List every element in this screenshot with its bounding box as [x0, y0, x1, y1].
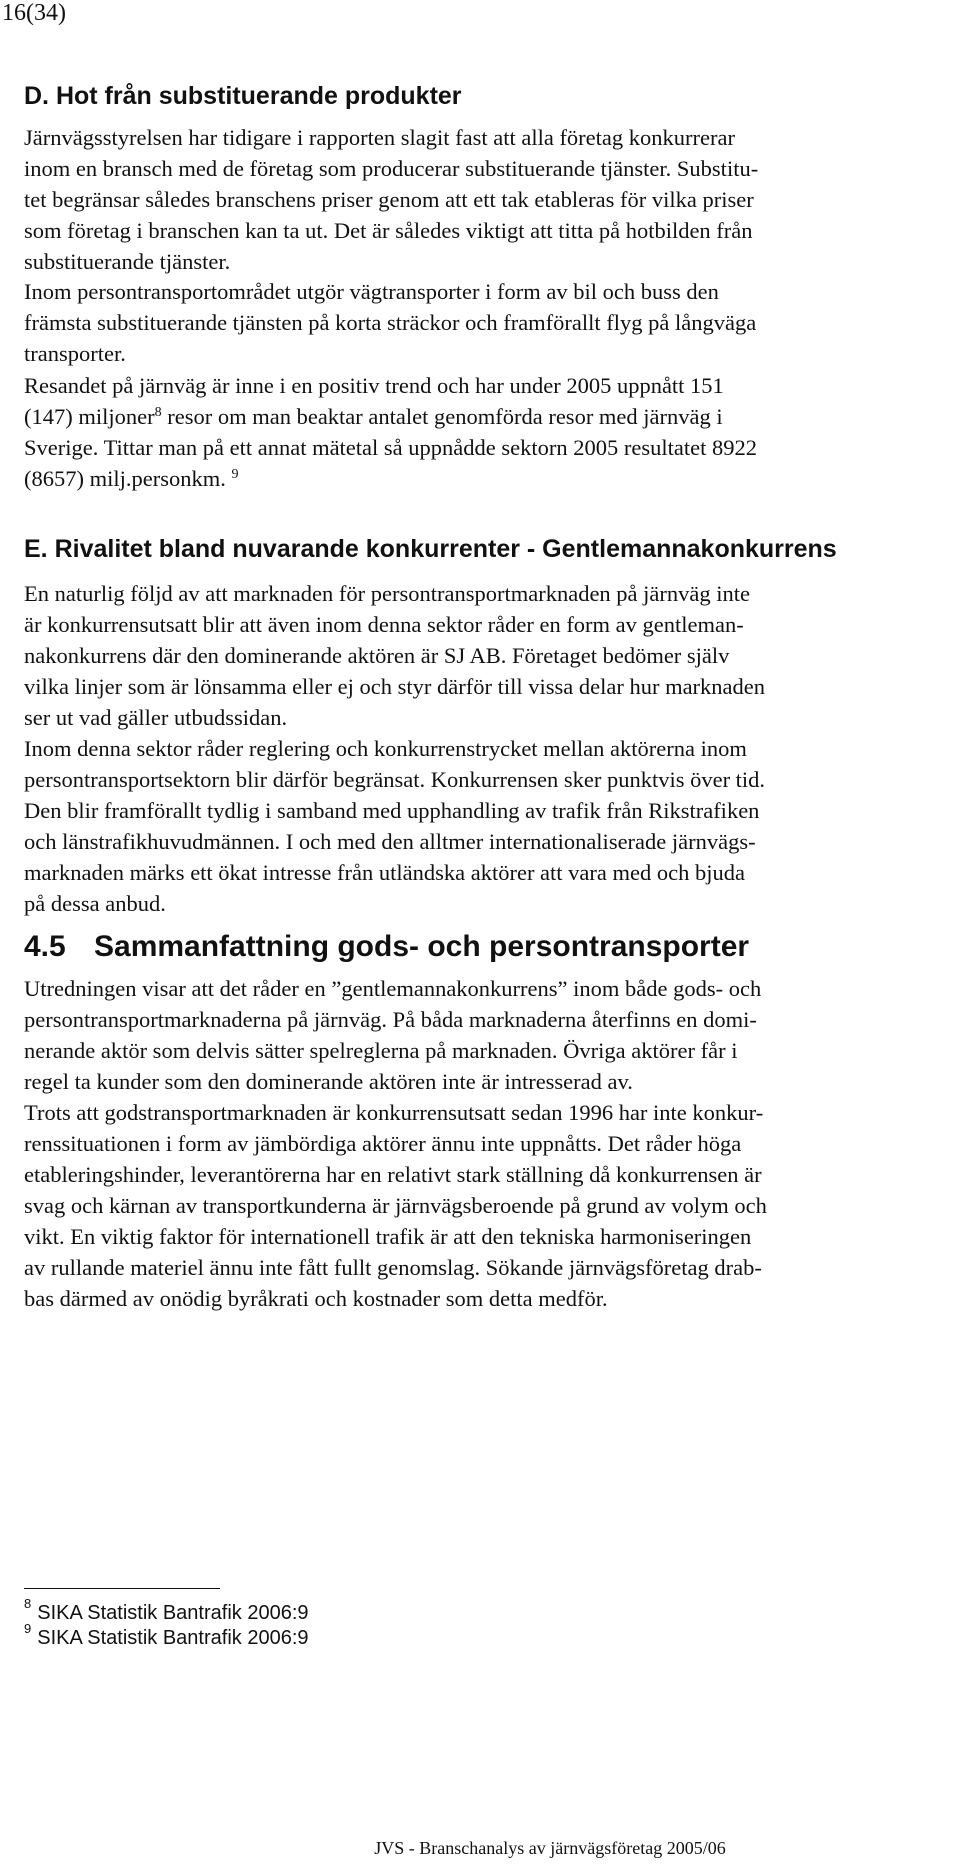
text-line: Trots att godstransportmarknaden är konkurrensutsatt sedan 1996 har inte konkur-	[24, 1100, 764, 1125]
section-4-5-paragraph-1	[24, 973, 954, 1097]
section-4-5-heading	[24, 930, 749, 964]
footnote-text: SIKA Statistik Bantrafik 2006:9	[37, 1602, 309, 1624]
text-line: är konkurrensutsatt blir att även inom denna sektor råder en form av gentleman-	[24, 612, 744, 637]
section-e-paragraph-2	[24, 733, 954, 919]
text-line: av rullande materiel ännu inte fått fullt genomslag. Sökande järnvägsföretag drab-	[24, 1255, 762, 1280]
text-line: Den blir framförallt tydlig i samband med upphandling av trafik från Rikstrafiken	[24, 798, 760, 823]
section-e-paragraph-1	[24, 578, 954, 733]
footnote-8	[24, 1596, 309, 1625]
section-d-heading: D. Hot från substituerande produkter	[24, 82, 462, 110]
footnote-mark: 8	[24, 1596, 32, 1611]
text-line: tet begränsar således branschens priser genom att ett tak etableras för vilka priser	[24, 187, 754, 212]
text-line: vikt. En viktig faktor för internationell trafik är att den tekniska harmoniseringen	[24, 1224, 752, 1249]
section-d-paragraph-1	[24, 122, 954, 277]
text-line: Resandet på järnväg är inne i en positiv trend och har under 2005 uppnått 151	[24, 373, 724, 398]
section-e-heading: E. Rivalitet bland nuvarande konkurrenter - Gentlemannakonkurrens	[24, 535, 837, 563]
footnote-ref-8[interactable]: 8	[154, 405, 162, 420]
text-line: Inom persontransportområdet utgör vägtransporter i form av bil och buss den	[24, 279, 719, 304]
text-line: transporter.	[24, 341, 126, 366]
text-line	[24, 463, 954, 494]
text-line: nerande aktör som delvis sätter spelreglerna på marknaden. Övriga aktörer får i	[24, 1038, 738, 1063]
text-line: och länstrafikhuvudmännen. I och med den alltmer internationaliserade järnvägs-	[24, 829, 756, 854]
text-line: Inom denna sektor råder reglering och konkurrenstrycket mellan aktörerna inom	[24, 736, 747, 761]
section-d-paragraph-3	[24, 370, 954, 494]
text-line: vilka linjer som är lönsamma eller ej och styr därför till vissa delar hur marknaden	[24, 674, 766, 699]
text-line	[24, 401, 954, 432]
text-line: persontransportmarknaderna på järnväg. På båda marknaderna återfinns en domi-	[24, 1007, 757, 1032]
text-line: marknaden märks ett ökat intresse från utländska aktörer att vara med och bjuda	[24, 860, 745, 885]
section-number: 4.5	[24, 930, 66, 963]
page-number: 16(34)	[2, 0, 66, 26]
footnote-separator	[24, 1588, 220, 1589]
text-run: (147) miljoner	[24, 404, 155, 429]
page-footer: JVS - Branschanalys av järnvägsföretag 2005/06	[374, 1838, 726, 1858]
text-line: regel ta kunder som den dominerande aktören inte är intresserad av.	[24, 1069, 633, 1094]
section-d-paragraph-2	[24, 276, 954, 369]
footnote-text: SIKA Statistik Bantrafik 2006:9	[37, 1627, 309, 1649]
text-run: resor om man beaktar antalet genomförda resor med järnväg i	[161, 404, 723, 429]
text-line: nakonkurrens där den dominerande aktören är SJ AB. Företaget bedömer själv	[24, 643, 730, 668]
text-line: inom en bransch med de företag som producerar substituerande tjänster. Substitu-	[24, 156, 759, 181]
text-line: främsta substituerande tjänsten på korta sträckor och framförallt flyg på långväga	[24, 310, 757, 335]
text-line: etableringshinder, leverantörerna har en relativt stark ställning då konkurrensen är	[24, 1162, 762, 1187]
text-line: ser ut vad gäller utbudssidan.	[24, 705, 288, 730]
text-line: Utredningen visar att det råder en ”gentlemannakonkurrens” inom både gods- och	[24, 976, 762, 1001]
text-line: substituerande tjänster.	[24, 249, 231, 274]
section-4-5-paragraph-2	[24, 1097, 954, 1314]
text-line: Sverige. Tittar man på ett annat mätetal så uppnådde sektorn 2005 resultatet 8922	[24, 435, 757, 460]
footnote-9	[24, 1621, 309, 1650]
text-line: Järnvägsstyrelsen har tidigare i rapporten slagit fast att alla företag konkurrerar	[24, 125, 735, 150]
text-line: bas därmed av onödig byråkrati och kostnader som detta medför.	[24, 1286, 608, 1311]
section-title: Sammanfattning gods- och persontransporter	[94, 930, 750, 963]
text-run: (8657) milj.personkm.	[24, 466, 226, 491]
text-line: renssituationen i form av jämbördiga aktörer ännu inte uppnåtts. Det råder höga	[24, 1131, 742, 1156]
text-line: på dessa anbud.	[24, 891, 166, 916]
footnote-ref-9[interactable]: 9	[231, 467, 239, 482]
text-line: som företag i branschen kan ta ut. Det är således viktigt att titta på hotbilden från	[24, 218, 753, 243]
text-line: svag och kärnan av transportkunderna är järnvägsberoende på grund av volym och	[24, 1193, 767, 1218]
text-line: En naturlig följd av att marknaden för persontransportmarknaden på järnväg inte	[24, 581, 750, 606]
footnote-mark: 9	[24, 1621, 32, 1636]
text-line: persontransportsektorn blir därför begränsat. Konkurrensen sker punktvis över tid.	[24, 767, 766, 792]
